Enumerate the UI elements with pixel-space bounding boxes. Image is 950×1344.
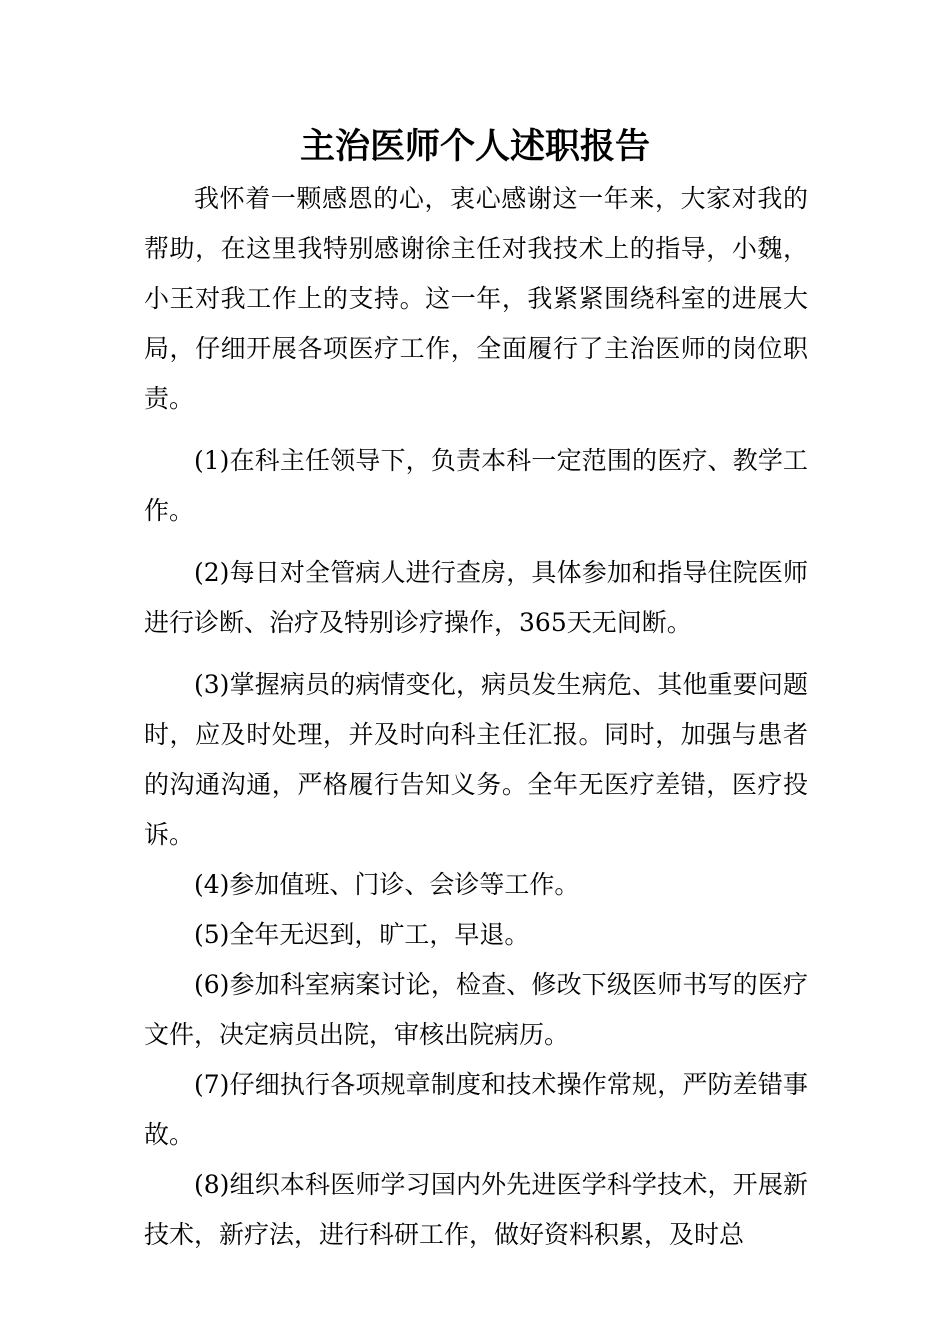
- paragraph-item-4: (4)参加值班、门诊、会诊等工作。: [194, 870, 580, 899]
- paragraph-item-8: (8)组织本科医师学习国内外先进医学科学技术，开展新技术，新疗法，进行科研工作，做好资料积累，及时总: [144, 1170, 808, 1249]
- paragraph-item-5: (5)全年无迟到，旷工，早退。: [194, 920, 530, 949]
- paragraph-item-6: (6)参加科室病案讨论，检查、修改下级医师书写的医疗文件，决定病员出院，审核出院病历。: [144, 970, 808, 1049]
- paragraph-item-3: (3)掌握病员的病情变化，病员发生病危、其他重要问题时，应及时处理，并及时向科主任汇报。同时，加强与患者的沟通沟通，严格履行告知义务。全年无医疗差错，医疗投诉。: [144, 670, 808, 849]
- paragraph-intro: 我怀着一颗感恩的心，衷心感谢这一年来，大家对我的帮助，在这里我特别感谢徐主任对我技术上的指导，小魏，小王对我工作上的支持。这一年，我紧紧围绕科室的进展大局，仔细开展各项医疗工作，全面履行了主治医师的岗位职责。: [144, 184, 808, 413]
- document-body: [144, 174, 808, 1260]
- paragraph-item-7: (7)仔细执行各项规章制度和技术操作常规，严防差错事故。: [144, 1070, 808, 1149]
- document-title: 主治医师个人述职报告: [299, 126, 650, 167]
- paragraph-item-1: (1)在科主任领导下，负责本科一定范围的医疗、教学工作。: [144, 446, 808, 525]
- paragraph-item-2: (2)每日对全管病人进行查房，具体参加和指导住院医师进行诊断、治疗及特别诊疗操作，365天无间断。: [144, 558, 808, 637]
